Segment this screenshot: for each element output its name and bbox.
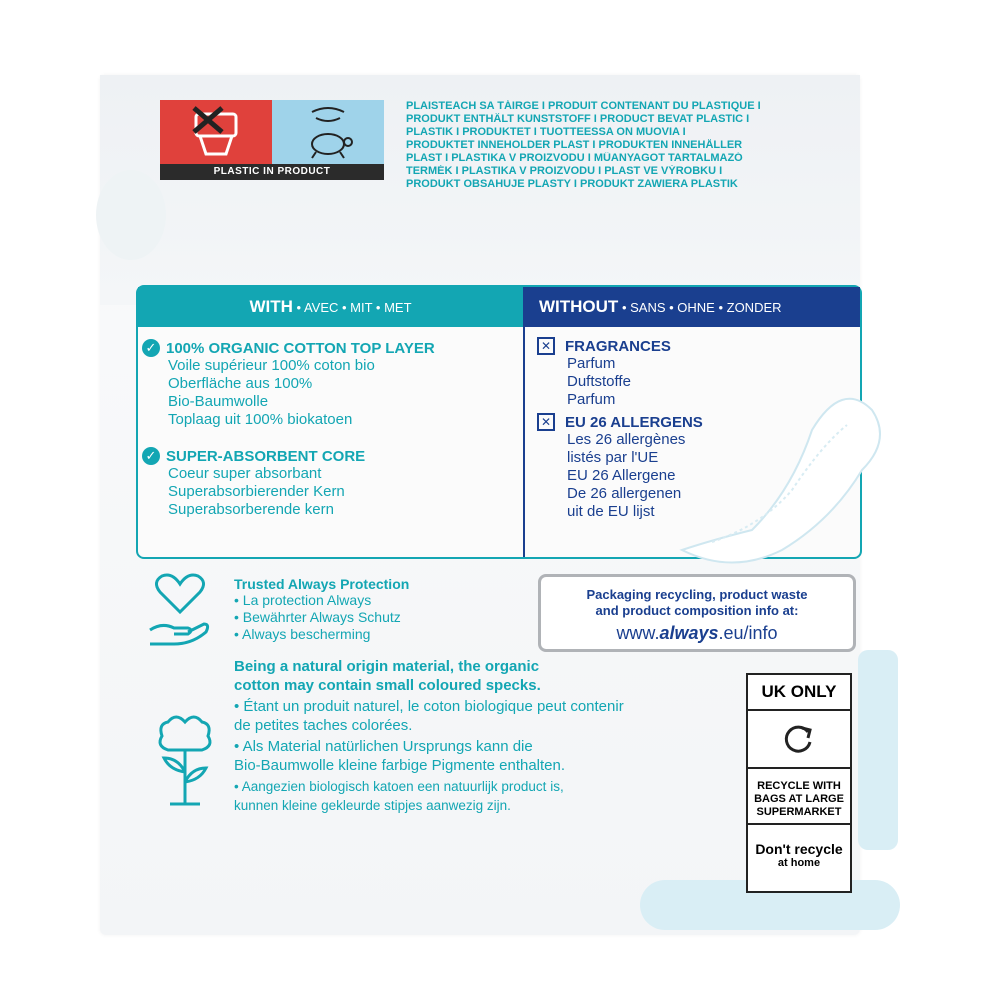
with-subtitle: • AVEC • MIT • MET xyxy=(296,300,412,315)
no-flush-icon xyxy=(160,100,272,164)
heart-hand-icon xyxy=(148,570,212,653)
trusted-protection xyxy=(234,576,409,643)
with-column xyxy=(138,287,525,557)
check-icon: ✓ xyxy=(142,339,160,357)
warning-line: PLASTIK I PRODUKTET I TUOTTEESSA ON MUOVIA I xyxy=(406,126,686,138)
uk-at-home: at home xyxy=(777,857,821,869)
natural-fr xyxy=(234,697,734,735)
without-header xyxy=(525,287,860,327)
uk-recycle-text: RECYCLE WITH BAGS AT LARGE SUPERMARKET xyxy=(748,769,850,825)
without-item-line: Parfum xyxy=(567,391,616,408)
trusted-title: Trusted Always Protection xyxy=(234,576,410,592)
cotton-decoration xyxy=(858,650,898,850)
with-item-line: Voile supérieur 100% coton bio xyxy=(168,357,375,374)
without-item-line: listés par l'UE xyxy=(567,449,659,466)
warning-line: PRODUKT ENTHÄLT KUNSTSTOFF I PRODUCT BEVAT PLASTIC I xyxy=(406,113,750,125)
url-suffix: .eu/info xyxy=(718,623,778,643)
cotton-decoration xyxy=(96,170,166,260)
cotton-plant-icon xyxy=(150,712,220,813)
natural-line: kunnen kleine gekleurde stipjes aanwezig zijn. xyxy=(234,798,511,813)
warning-line: TERMÉK I PLASTIKA V PROIZVODU I PLAST VE VÝROBKU I xyxy=(406,165,723,177)
without-item-title: FRAGRANCES xyxy=(565,337,671,355)
natural-line: • Aangezien biologisch katoen een natuurlijk product is, xyxy=(234,779,564,794)
without-item xyxy=(537,337,860,355)
uk-title: UK ONLY xyxy=(748,675,850,711)
with-item-title: SUPER-ABSORBENT CORE xyxy=(166,447,366,465)
natural-line: • Étant un produit naturel, le coton biologique peut contenir xyxy=(234,698,624,715)
warning-line: PLAISTEACH SA TÁIRGE I PRODUIT CONTENANT DU PLASTIQUE I xyxy=(406,100,761,112)
without-subtitle: • SANS • OHNE • ZONDER xyxy=(621,300,782,315)
uk-recycling-label xyxy=(746,673,852,893)
warning-line: PRODUKT OBSAHUJE PLASTY I PRODUKT ZAWIERA PLASTIK xyxy=(406,178,738,190)
recycle-arrow-icon xyxy=(748,711,850,769)
without-title: WITHOUT xyxy=(539,297,619,316)
trusted-line: • Always bescherming xyxy=(234,626,371,642)
warning-line: PLAST I PLASTIKA V PROIZVODU I MŰANYAGOT TARTALMAZÓ xyxy=(406,152,743,164)
with-item-line: Bio-Baumwolle xyxy=(168,393,269,410)
warning-line: PRODUKTET INNEHOLDER PLAST I PRODUKTEN INNEHÅLLER xyxy=(406,139,743,151)
url-prefix: www. xyxy=(616,623,660,643)
with-item xyxy=(142,339,523,357)
recycling-url[interactable] xyxy=(541,623,853,644)
recycling-line: and product composition info at: xyxy=(595,603,799,618)
recycling-line: Packaging recycling, product waste xyxy=(586,587,808,602)
without-item-line: Duftstoffe xyxy=(567,373,631,390)
with-item-line: Superabsorberende kern xyxy=(168,501,334,518)
without-item-line: uit de EU lijst xyxy=(567,503,655,520)
turtle-icon xyxy=(272,100,384,164)
natural-de xyxy=(234,737,734,775)
natural-bold-line: Being a natural origin material, the organic xyxy=(234,658,540,675)
with-header xyxy=(138,287,523,327)
recycling-info xyxy=(538,574,856,652)
natural-origin-note xyxy=(234,657,734,815)
plastic-warning-text xyxy=(406,100,826,191)
plastic-warning xyxy=(160,100,820,190)
with-item-line: Toplaag uit 100% biokatoen xyxy=(168,411,353,428)
with-item-line: Oberfläche aus 100% xyxy=(168,375,313,392)
with-item xyxy=(142,447,523,465)
with-title: WITH xyxy=(249,297,293,316)
plastic-caption: PLASTIC IN PRODUCT xyxy=(160,164,384,180)
without-item-title: EU 26 ALLERGENS xyxy=(565,413,703,431)
without-item-line: De 26 allergenen xyxy=(567,485,682,502)
trusted-line: • Bewährter Always Schutz xyxy=(234,609,401,625)
without-item-line: Parfum xyxy=(567,355,616,372)
url-brand: always xyxy=(659,623,719,643)
check-icon: ✓ xyxy=(142,447,160,465)
natural-line: de petites taches colorées. xyxy=(234,717,413,734)
natural-line: • Als Material natürlichen Ursprungs kann die xyxy=(234,738,533,755)
trusted-line: • La protection Always xyxy=(234,592,372,608)
with-item-title: 100% ORGANIC COTTON TOP LAYER xyxy=(166,339,435,357)
pad-illustration xyxy=(672,390,892,570)
without-item-line: EU 26 Allergene xyxy=(567,467,676,484)
without-item-line: Les 26 allergènes xyxy=(567,431,686,448)
natural-line: Bio-Baumwolle kleine farbige Pigmente enthalten. xyxy=(234,757,566,774)
natural-bold-line: cotton may contain small coloured specks. xyxy=(234,677,541,694)
with-item-line: Coeur super absorbant xyxy=(168,465,322,482)
natural-nl xyxy=(234,777,734,815)
with-item-line: Superabsorbierender Kern xyxy=(168,483,345,500)
x-box-icon: ✕ xyxy=(537,413,555,431)
uk-dont-recycle: Don't recycle xyxy=(755,841,843,857)
x-box-icon: ✕ xyxy=(537,337,555,355)
